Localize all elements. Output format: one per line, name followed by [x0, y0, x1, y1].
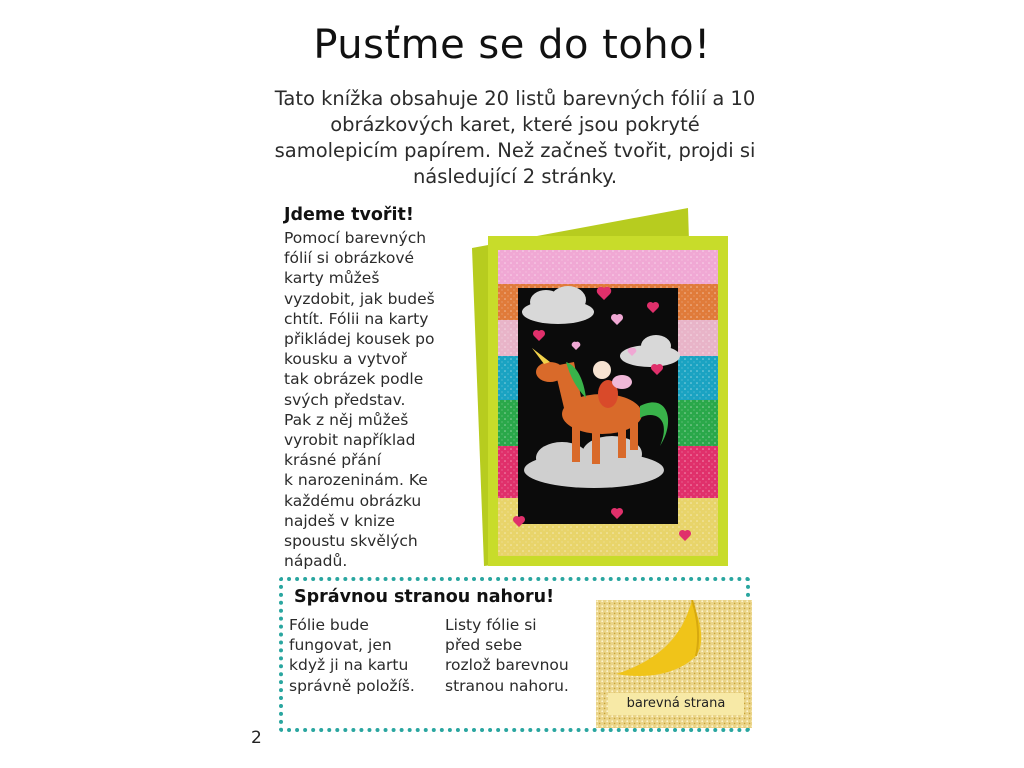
tip-text-right: Listy fólie si před sebe rozlož barevnou stranou nahoru. [445, 616, 569, 695]
intro-paragraph: Tato knížka obsahuje 20 listů barevných fólií a 10 obrázkových karet, které jsou pokryté samolepicím papírem. Než začneš tvořit, projdi si následující 2 stránky. [274, 87, 756, 188]
section-heading-create: Jdeme tvořit! [284, 205, 414, 225]
section-text-create: Pomocí barevných fólií si obrázkové karty můžeš vyzdobit, jak budeš chtít. Fólii na karty přikládej kousek po kousku a vytvoř tak obrázek podle svých představ. Pak z něj můžeš vyrobit například krásné přání k narozeninám. Ke každému obrázku najdeš v knize spoustu skvělých nápadů. [284, 229, 435, 571]
section-heading-upright: Správnou stranou nahoru! [294, 587, 555, 607]
greeting-card-illustration [462, 196, 754, 576]
page-number: 2 [251, 728, 262, 748]
tip-text-left: Fólie bude fungovat, jen když ji na kartu správně položíš. [289, 616, 415, 695]
card-svg [462, 196, 754, 576]
page-title: Pusťme se do toho! [313, 22, 711, 68]
foil-label: barevná strana [608, 693, 744, 715]
